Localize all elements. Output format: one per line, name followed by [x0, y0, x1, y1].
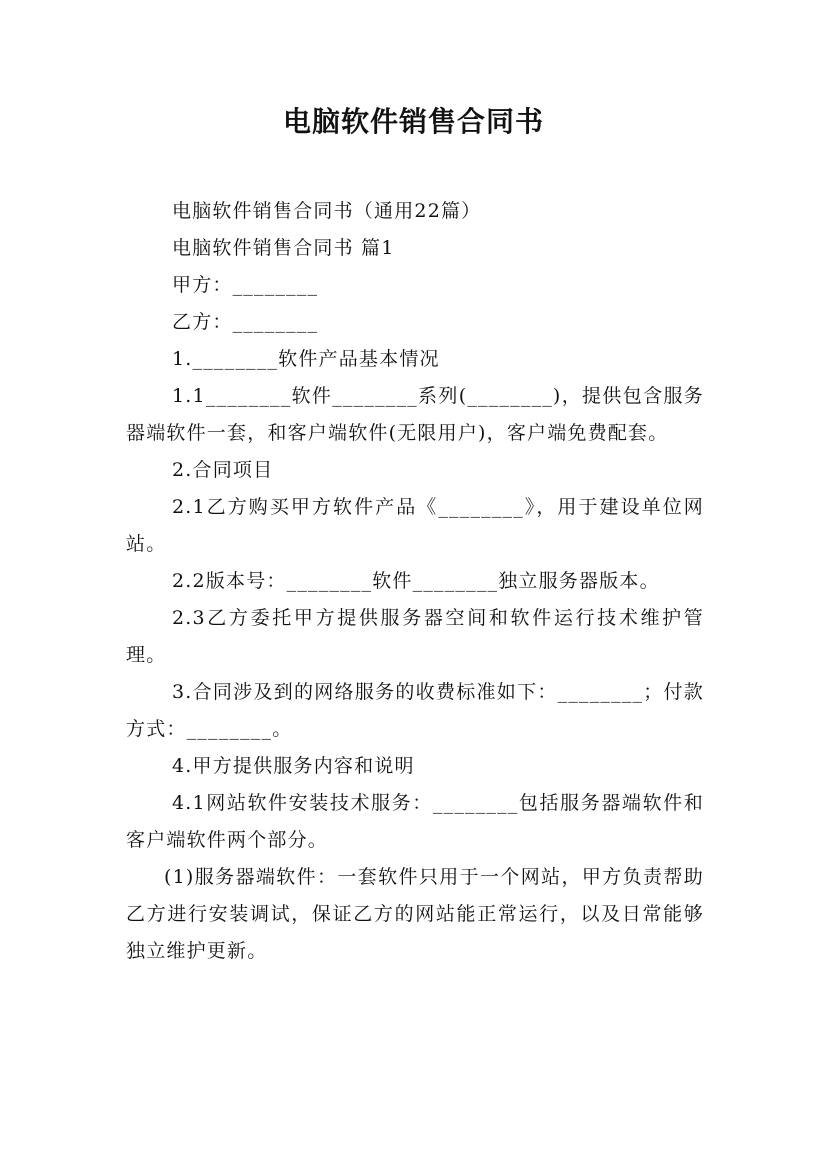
document-body — [126, 193, 704, 970]
paragraph-clause-1: 1.________软件产品基本情况 — [172, 348, 440, 370]
paragraph-clause-4-1: 4.1网站软件安装技术服务：________包括服务器端软件和客户端软件两个部分。 — [126, 792, 704, 851]
paragraph-clause-2-1: 2.1乙方购买甲方软件产品《________》，用于建设单位网站。 — [126, 496, 704, 555]
paragraph-clause-3: 3.合同涉及到的网络服务的收费标准如下：________；付款方式：________。 — [126, 681, 704, 740]
paragraph-clause-1-1: 1.1________软件________系列(________)，提供包含服务器端软件一套，和客户端软件(无限用户)，客户端免费配套。 — [126, 385, 704, 444]
paragraph-subtitle: 电脑软件销售合同书（通用22篇） — [172, 200, 482, 222]
paragraph-clause-2-2: 2.2版本号：________软件________独立服务器版本。 — [172, 570, 660, 592]
document-title: 电脑软件销售合同书 — [282, 105, 544, 138]
paragraph-clause-2: 2.合同项目 — [172, 459, 274, 481]
paragraph-clause-4-1-item-1: (1)服务器端软件：一套软件只用于一个网站，甲方负责帮助乙方进行安装调试，保证乙方的网站能正常运行，以及日常能够独立维护更新。 — [126, 866, 704, 962]
paragraph-clause-2-3: 2.3乙方委托甲方提供服务器空间和软件运行技术维护管理。 — [126, 607, 704, 666]
paragraph-party-a: 甲方：________ — [172, 274, 319, 296]
paragraph-clause-4: 4.甲方提供服务内容和说明 — [172, 755, 415, 777]
paragraph-party-b: 乙方：________ — [172, 311, 319, 333]
paragraph-section-heading: 电脑软件销售合同书 篇1 — [172, 237, 395, 259]
